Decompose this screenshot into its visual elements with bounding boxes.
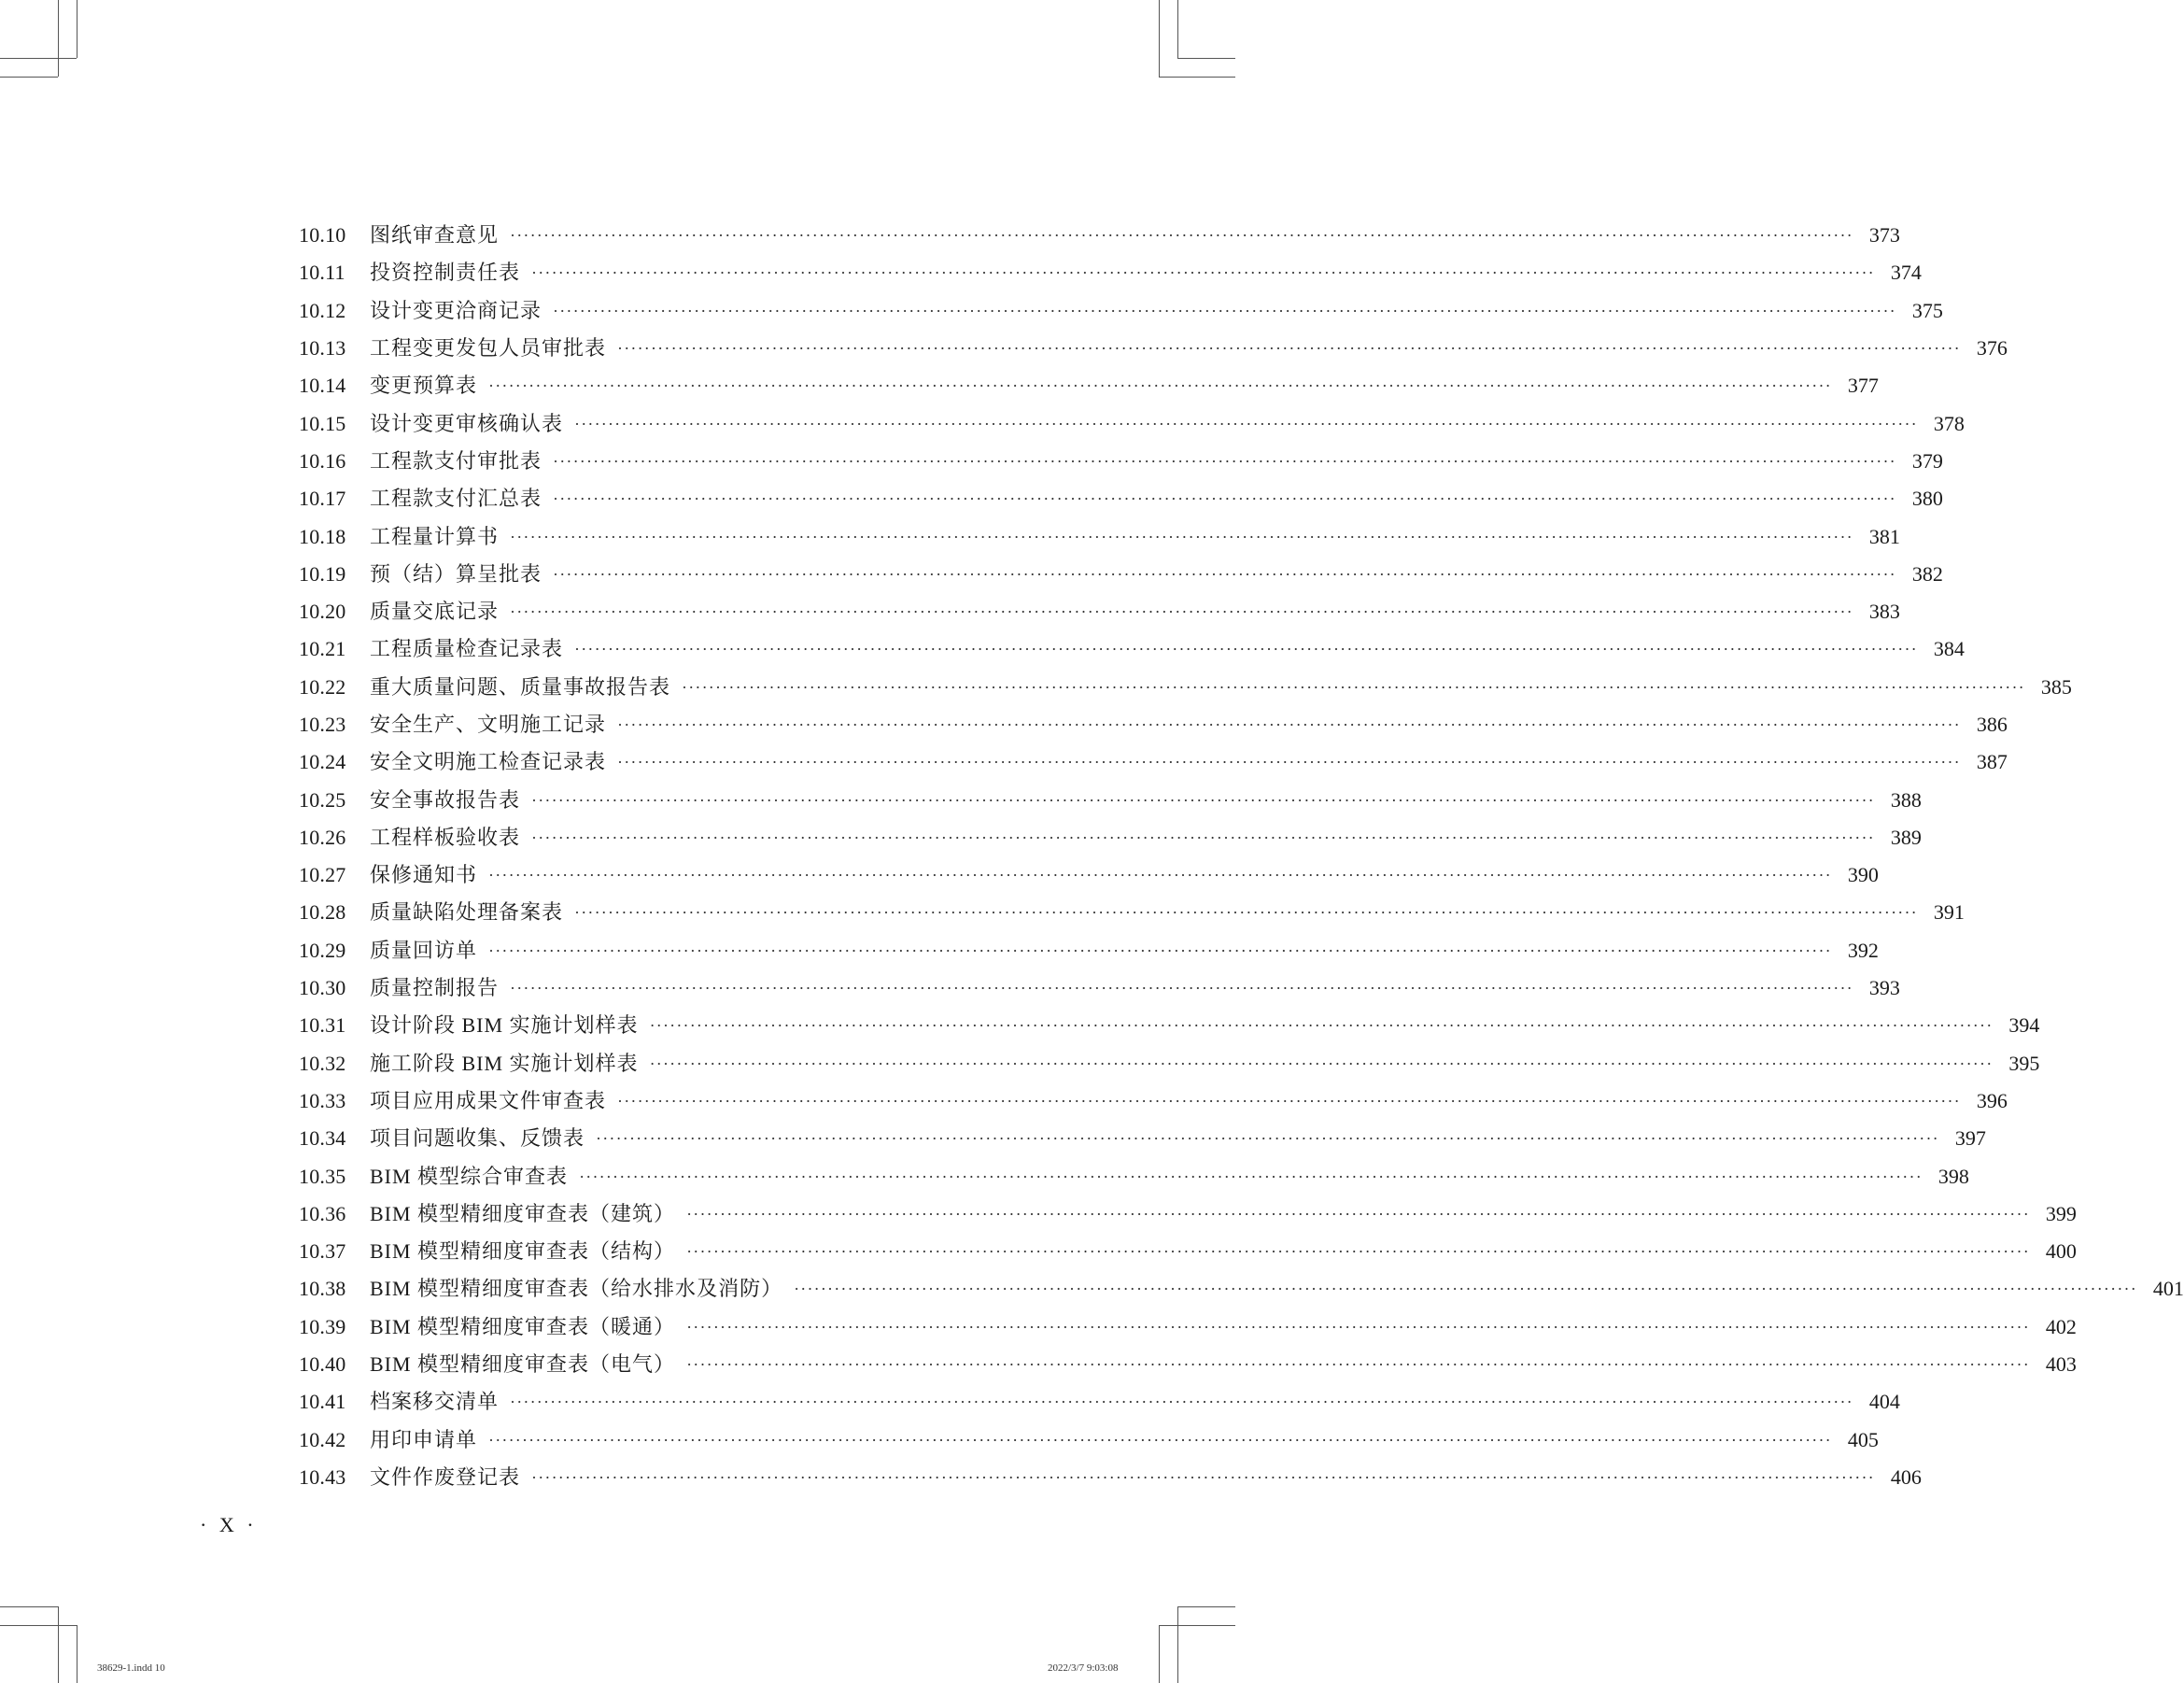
toc-entry[interactable] [299,1157,1969,1195]
toc-entry-number: 10.18 [299,524,346,548]
toc-entry[interactable] [299,1421,1879,1459]
toc-dot-leader: ········································································································································································································ [531,1467,1875,1487]
toc-entry-page: 386 [1976,713,2008,736]
toc-entry[interactable] [299,1346,2077,1383]
toc-entry-number: 10.21 [299,637,346,661]
toc-dot-leader: ········································································································································································································ [686,1355,2030,1375]
toc-entry-page: 385 [2040,674,2072,699]
toc-dot-leader: ········································································································································································································ [553,489,1896,509]
toc-dot-leader: ········································································································································································································ [617,1091,1961,1110]
toc-entry-page: 406 [1890,1464,1922,1489]
toc-dot-leader: ········································································································································································································ [617,715,1961,734]
toc-dot-leader: ········································································································································································································ [553,564,1896,584]
toc-dot-leader: ········································································································································································································ [553,301,1896,320]
toc-entry-page: 379 [1911,448,1943,473]
toc-entry-page: 394 [2008,1013,2040,1038]
toc-entry-number: 10.22 [299,674,346,699]
toc-entry-page: 398 [1937,1164,1969,1188]
toc-entry-page: 403 [2045,1352,2077,1377]
toc-entry[interactable] [299,969,1900,1007]
toc-entry-page: 405 [1847,1427,1879,1451]
toc-entry-page: 374 [1890,261,1922,285]
toc-entry-title: 质量交底记录 [370,600,500,624]
toc-entry-page: 375 [1911,298,1943,322]
toc-entry[interactable] [299,1308,2077,1346]
toc-entry-title: 设计变更审核确认表 [370,411,564,435]
toc-entry-title: 项目应用成果文件审查表 [370,1088,607,1112]
toc-entry-title: 图纸审查意见 [370,223,500,248]
toc-entry-title: 工程量计算书 [370,524,500,548]
toc-dot-leader: ········································································································································································································ [510,602,1853,622]
toc-entry-title: 保修通知书 [370,863,478,887]
toc-dot-leader: ········································································································································································································ [686,1204,2030,1223]
toc-entry-title: 质量控制报告 [370,976,500,1000]
toc-entry-number: 10.42 [299,1427,346,1451]
toc-entry-title: 安全生产、文明施工记录 [370,713,607,736]
toc-entry-title: 项目问题收集、反馈表 [370,1126,585,1151]
toc-entry[interactable] [299,706,2008,743]
toc-entry[interactable] [299,1195,2077,1233]
toc-entry-number: 10.38 [299,1277,346,1301]
toc-dot-leader: ········································································································································································································ [574,414,1918,433]
toc-entry-number: 10.33 [299,1088,346,1112]
toc-entry-number: 10.19 [299,561,346,586]
toc-entry[interactable] [299,819,1922,856]
toc-entry-number: 10.11 [299,261,345,285]
toc-dot-leader: ········································································································································································································ [649,1054,1994,1073]
toc-entry-page: 397 [1954,1126,1986,1151]
toc-entry-title: 工程款支付汇总表 [370,487,542,511]
toc-entry-page: 387 [1976,750,2008,774]
toc-entry-title: 变更预算表 [370,374,478,398]
toc-entry-number: 10.26 [299,825,346,849]
toc-dot-leader: ········································································································································································································ [488,866,1832,885]
toc-entry-title: BIM 模型综合审查表 [370,1164,569,1188]
toc-entry[interactable] [299,480,1943,517]
toc-entry[interactable] [299,781,1922,818]
toc-entry-page: 391 [1933,900,1965,925]
toc-entry-title: 重大质量问题、质量事故报告表 [370,674,671,699]
toc-entry-title: 安全事故报告表 [370,787,521,812]
toc-dot-leader: ········································································································································································································ [510,979,1853,998]
toc-entry-title: BIM 模型精细度审查表（结构） [370,1239,676,1264]
toc-dot-leader: ········································································································································································································ [574,903,1918,923]
toc-entry-number: 10.40 [299,1352,346,1377]
toc-entry-page: 377 [1847,374,1879,398]
toc-entry-title: 质量回访单 [370,938,478,962]
toc-entry-number: 10.36 [299,1201,346,1225]
toc-entry[interactable] [299,1383,1900,1421]
toc-entry-title: 档案移交清单 [370,1390,500,1414]
toc-entry-number: 10.30 [299,976,346,1000]
toc-entry[interactable] [299,630,1965,668]
toc-entry-title: BIM 模型精细度审查表（电气） [370,1352,676,1377]
toc-entry-number: 10.32 [299,1051,346,1075]
toc-entry-number: 10.23 [299,713,346,736]
toc-entry-number: 10.25 [299,787,346,812]
toc-entry-page: 384 [1933,637,1965,661]
toc-entry[interactable] [299,856,1879,894]
toc-dot-leader: ········································································································································································································ [574,640,1918,659]
toc-entry-page: 383 [1868,600,1900,624]
toc-dot-leader: ········································································································································································································ [649,1016,1994,1036]
toc-entry-number: 10.41 [299,1390,346,1414]
toc-entry-number: 10.20 [299,600,346,624]
toc-dot-leader: ········································································································································································································ [553,451,1896,471]
toc-entry-number: 10.28 [299,900,346,925]
toc-entry-title: 设计阶段 BIM 实施计划样表 [370,1013,639,1038]
toc-entry-number: 10.16 [299,448,346,473]
toc-entry[interactable] [299,932,1879,969]
toc-entry[interactable] [299,1082,2008,1120]
toc-entry[interactable] [299,292,1943,330]
slug-datetime: 2022/3/7 9:03:08 [1048,1662,1119,1674]
toc-dot-leader: ········································································································································································································ [531,263,1875,283]
toc-dot-leader: ········································································································································································································ [531,790,1875,810]
toc-entry-title: 施工阶段 BIM 实施计划样表 [370,1051,639,1075]
toc-entry-title: 设计变更洽商记录 [370,298,542,322]
toc-entry-number: 10.29 [299,938,346,962]
toc-dot-leader: ········································································································································································································ [617,753,1961,772]
toc-entry-page: 396 [1976,1088,2008,1112]
toc-dot-leader: ········································································································································································································ [682,677,2025,697]
toc-entry[interactable] [299,556,1943,593]
toc-entry-title: 预（结）算呈批表 [370,561,542,586]
toc-entry-page: 390 [1847,863,1879,887]
toc-entry-page: 376 [1976,336,2008,361]
toc-entry-page: 388 [1890,787,1922,812]
toc-dot-leader: ········································································································································································································ [488,940,1832,960]
toc-entry-title: 工程质量检查记录表 [370,637,564,661]
toc-dot-leader: ········································································································································································································ [596,1129,1939,1149]
toc-entry-number: 10.13 [299,336,346,361]
toc-dot-leader: ········································································································································································································ [510,226,1853,246]
toc-entry-title: 工程样板验收表 [370,825,521,849]
toc-entry[interactable] [299,669,2072,706]
toc-entry-title: BIM 模型精细度审查表（建筑） [370,1201,676,1225]
toc-entry-page: 402 [2045,1314,2077,1338]
toc-entry-page: 404 [1868,1390,1900,1414]
toc-entry-page: 400 [2045,1239,2077,1264]
toc-entry-page: 373 [1868,223,1900,248]
toc-dot-leader: ········································································································································································································ [531,827,1875,847]
toc-dot-leader: ········································································································································································································ [686,1317,2030,1336]
toc-entry[interactable] [299,217,1900,254]
toc-dot-leader: ········································································································································································································ [686,1242,2030,1262]
toc-entry-page: 382 [1911,561,1943,586]
toc-entry[interactable] [299,593,1900,630]
toc-dot-leader: ········································································································································································································ [510,1393,1853,1412]
toc-entry-number: 10.39 [299,1314,346,1338]
toc-entry-number: 10.12 [299,298,346,322]
toc-dot-leader: ········································································································································································································ [617,339,1961,359]
toc-entry-title: BIM 模型精细度审查表（给水排水及消防） [370,1277,783,1301]
toc-entry-title: 文件作废登记表 [370,1464,521,1489]
toc-entry-title: 工程变更发包人员审批表 [370,336,607,361]
toc-entry[interactable] [299,743,2008,781]
toc-entry-title: 工程款支付审批表 [370,448,542,473]
toc-entry-page: 380 [1911,487,1943,511]
toc-entry[interactable] [299,1233,2077,1270]
toc-entry[interactable] [299,254,1922,291]
toc-entry-number: 10.14 [299,374,346,398]
toc-entry-page: 381 [1868,524,1900,548]
toc-entry[interactable] [299,1270,2184,1308]
toc-entry-number: 10.17 [299,487,346,511]
toc-entry-number: 10.31 [299,1013,346,1038]
toc-entry-page: 401 [2152,1277,2184,1301]
toc-entry-title: BIM 模型精细度审查表（暖通） [370,1314,676,1338]
slug-file-name: 38629-1.indd 10 [97,1662,165,1674]
toc-entry-page: 378 [1933,411,1965,435]
toc-dot-leader: ········································································································································································································ [488,1430,1832,1450]
toc-dot-leader: ········································································································································································································ [579,1167,1923,1186]
toc-entry[interactable] [299,517,1900,555]
toc-entry-number: 10.24 [299,750,346,774]
toc-entry-page: 392 [1847,938,1879,962]
toc-dot-leader: ········································································································································································································ [488,376,1832,396]
toc-entry-number: 10.37 [299,1239,346,1264]
toc-entry-title: 用印申请单 [370,1427,478,1451]
toc-entry[interactable] [299,1120,1986,1157]
toc-entry[interactable] [299,443,1943,480]
toc-entry-page: 399 [2045,1201,2077,1225]
toc-entry-title: 安全文明施工检查记录表 [370,750,607,774]
toc-entry-title: 质量缺陷处理备案表 [370,900,564,925]
toc-entry-number: 10.43 [299,1464,346,1489]
toc-entry-number: 10.27 [299,863,346,887]
toc-entry-number: 10.34 [299,1126,346,1151]
toc-entry-number: 10.35 [299,1164,346,1188]
toc-entry-page: 389 [1890,825,1922,849]
page-folio: · X · [200,1513,258,1536]
toc-entry[interactable] [299,404,1965,442]
toc-entry[interactable] [299,1045,2040,1082]
toc-entry-page: 393 [1868,976,1900,1000]
toc-entry-title: 投资控制责任表 [370,261,521,285]
toc-entry-page: 395 [2008,1051,2040,1075]
toc-dot-leader: ········································································································································································································ [794,1280,2137,1299]
toc-entry[interactable] [299,330,2008,367]
toc-entry[interactable] [299,367,1879,404]
toc-dot-leader: ········································································································································································································ [510,527,1853,546]
toc-entry[interactable] [299,894,1965,931]
toc-entry-number: 10.15 [299,411,346,435]
toc-entry-number: 10.10 [299,223,346,248]
table-of-contents [299,217,2184,1496]
toc-entry[interactable] [299,1007,2040,1044]
toc-entry[interactable] [299,1459,1922,1496]
